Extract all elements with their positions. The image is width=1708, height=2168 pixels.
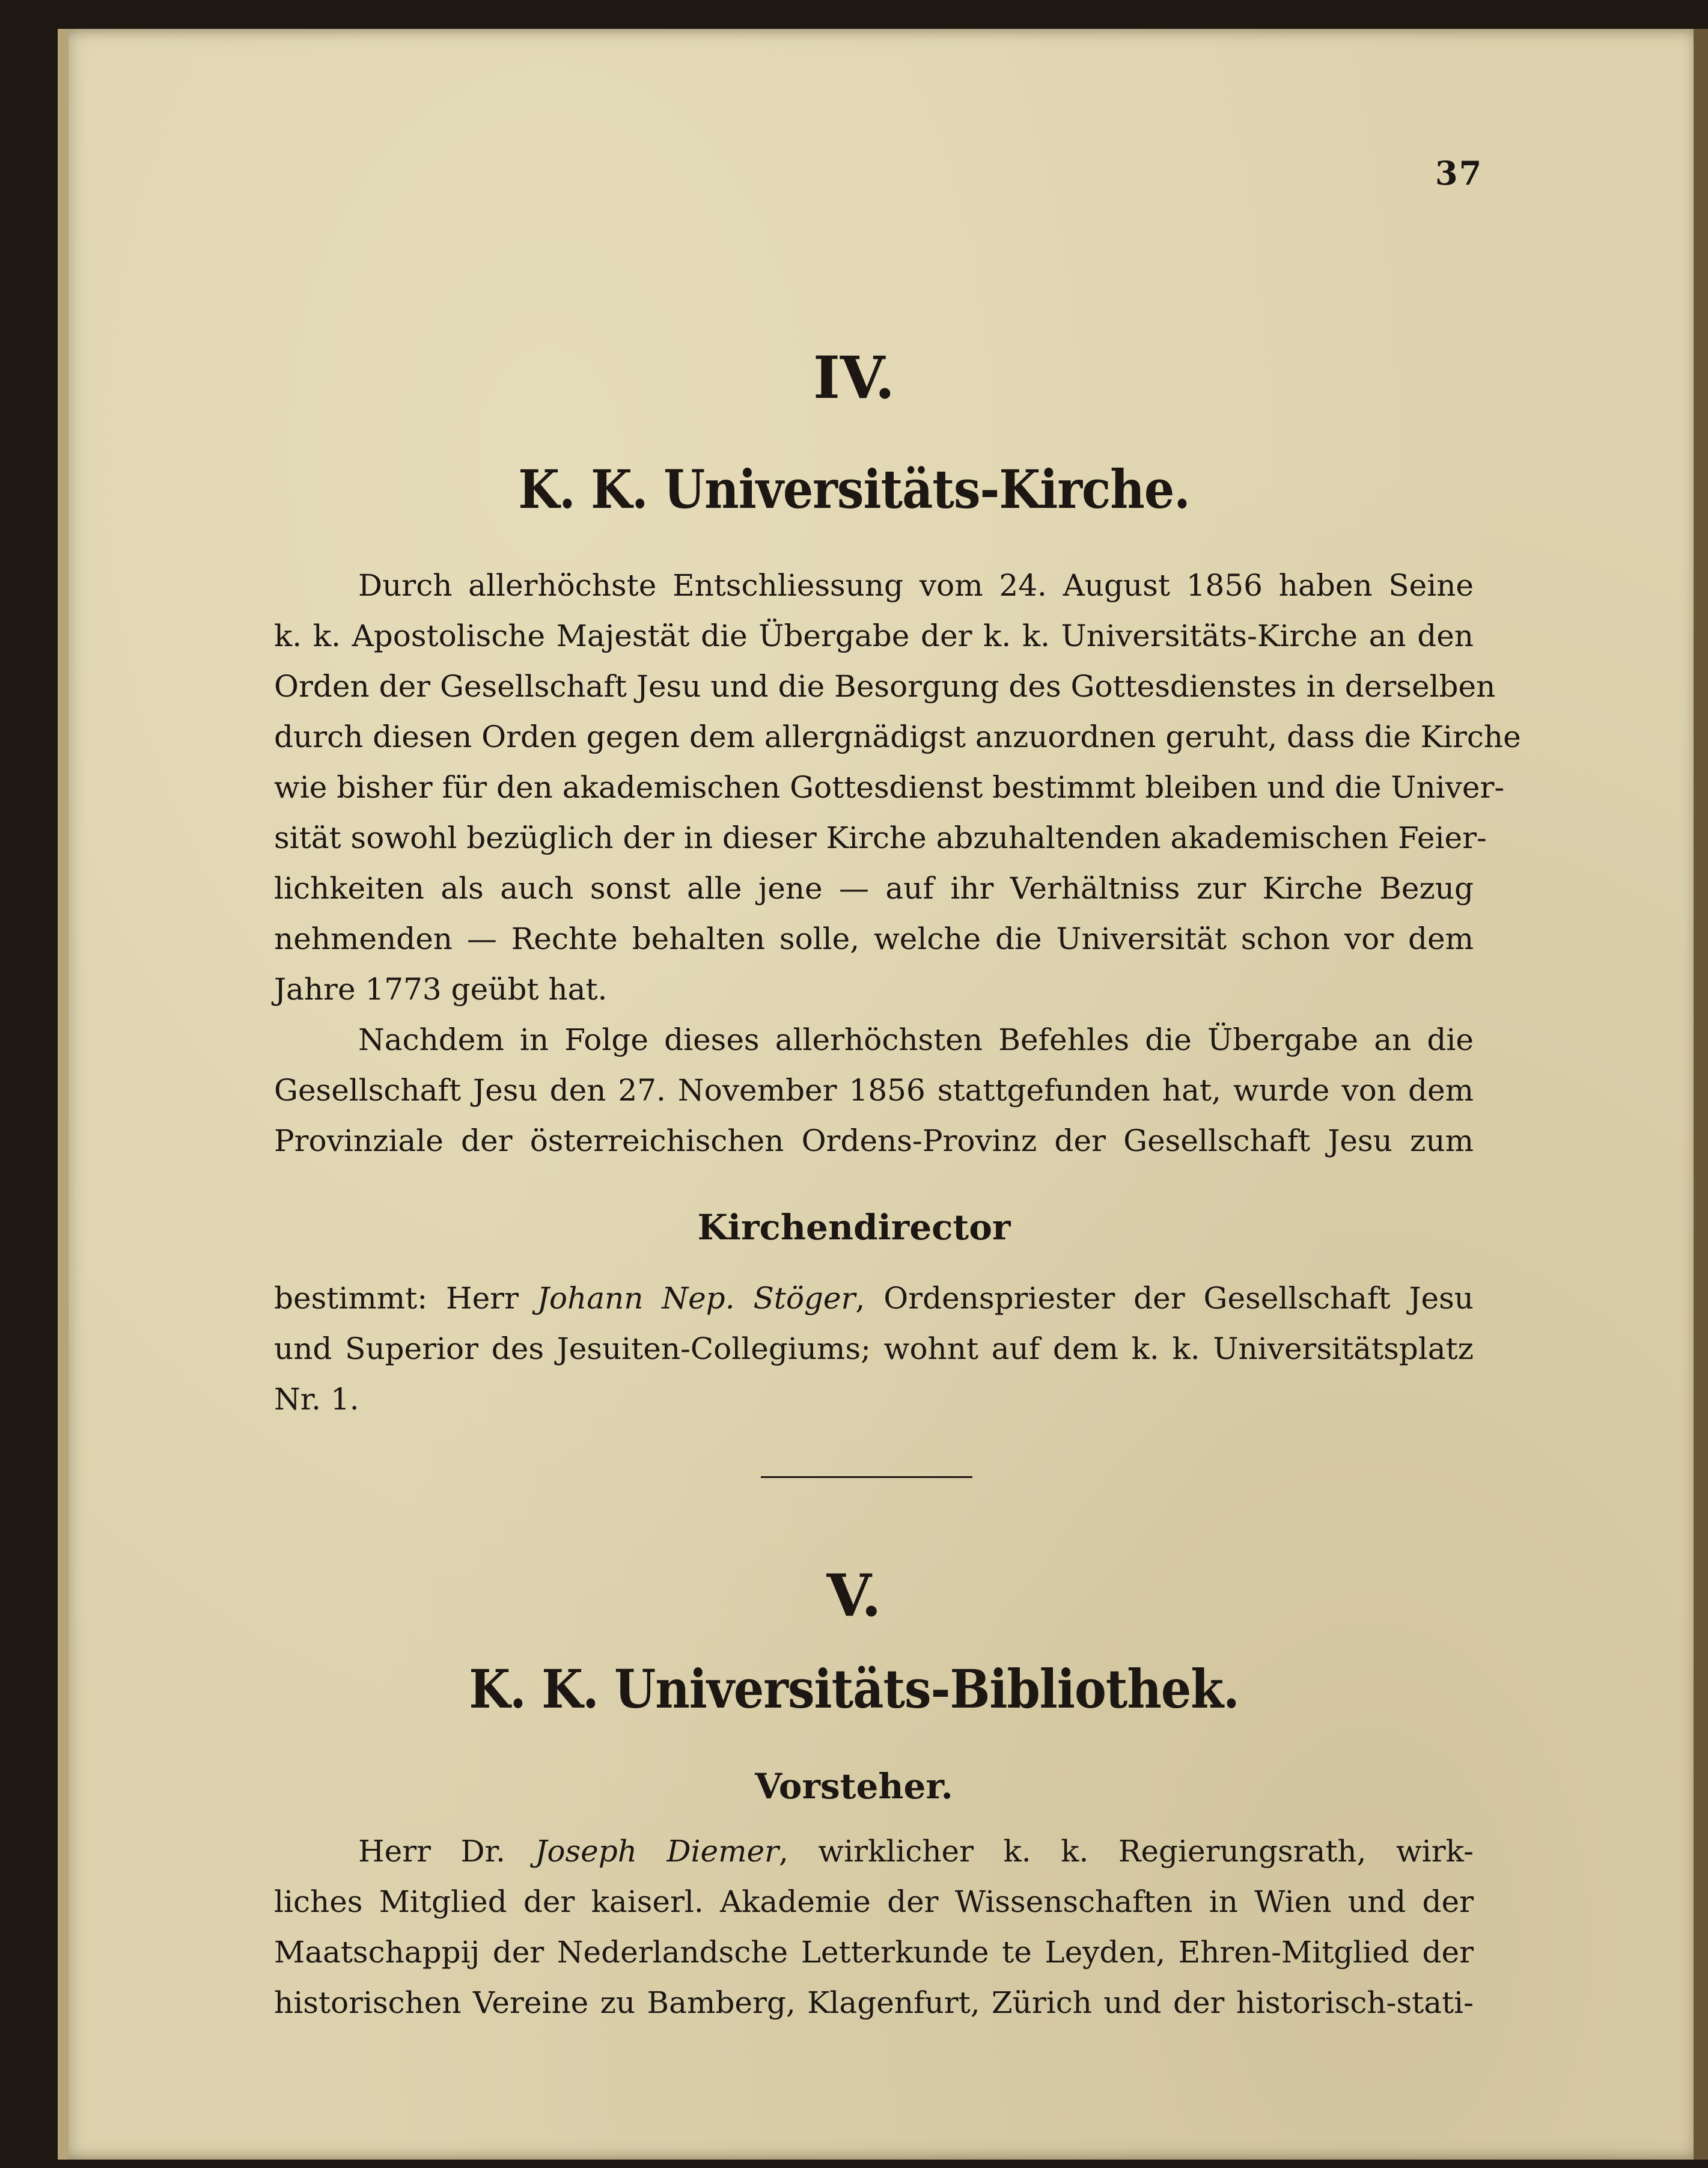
paragraph-line: Durch allerhöchste Entschliessung vom 24. August 1856 haben Seine xyxy=(358,568,1474,603)
section-numeral-v: V. xyxy=(826,1562,882,1629)
person-name: Johann Nep. Stöger xyxy=(537,1281,856,1316)
text-segment: bestimmt: Herr xyxy=(274,1281,519,1316)
section-title-bibliothek: K. K. Universitäts-Bibliothek. xyxy=(469,1658,1239,1720)
paragraph-line: Nr. 1. xyxy=(274,1382,359,1417)
paragraph-line: wie bisher für den akademischen Gottesdienst bestimmt bleiben und die Univer- xyxy=(274,770,1505,805)
paragraph-line: durch diesen Orden gegen dem allergnädigst anzuordnen geruht, dass die Kirche xyxy=(274,719,1521,754)
person-name: Joseph Diemer xyxy=(535,1834,779,1869)
section-divider xyxy=(761,1476,972,1478)
paragraph-line: Provinziale der österreichischen Ordens-Provinz der Gesellschaft Jesu zum xyxy=(274,1123,1474,1158)
subheading-kirchendirector: Kirchendirector xyxy=(697,1207,1011,1248)
paragraph-line: und Superior des Jesuiten-Collegiums; wohnt auf dem k. k. Universitätsplatz xyxy=(274,1331,1474,1366)
page-number: 37 xyxy=(1435,154,1483,192)
text-segment: , wirklicher k. k. Regierungsrath, wirk- xyxy=(779,1834,1474,1869)
paragraph-line: Gesellschaft Jesu den 27. November 1856 stattgefunden hat, wurde von dem xyxy=(274,1073,1474,1108)
paragraph-line: k. k. Apostolische Majestät die Übergabe der k. k. Universitäts-Kirche an den xyxy=(274,618,1474,653)
text-segment: , Ordenspriester der Gesellschaft Jesu xyxy=(855,1281,1474,1316)
paragraph-line: nehmenden — Rechte behalten solle, welche die Universität schon vor dem xyxy=(274,921,1474,956)
paragraph-line xyxy=(358,1833,1474,1869)
paragraph-line: historischen Vereine zu Bamberg, Klagenfurt, Zürich und der historisch-stati- xyxy=(274,1985,1474,2020)
paragraph-line: sität sowohl bezüglich der in dieser Kirche abzuhaltenden akademischen Feier- xyxy=(274,820,1487,855)
paragraph-line xyxy=(274,1280,1474,1316)
subheading-vorsteher: Vorsteher. xyxy=(755,1766,953,1807)
text-segment: Herr Dr. xyxy=(358,1834,505,1869)
paragraph-line: Jahre 1773 geübt hat. xyxy=(274,972,608,1007)
paragraph-line: Maatschappij der Nederlandsche Letterkunde te Leyden, Ehren-Mitglied der xyxy=(274,1935,1474,1970)
section-title-kirche: K. K. Universitäts-Kirche. xyxy=(518,458,1190,521)
paragraph-line: liches Mitglied der kaiserl. Akademie der Wissenschaften in Wien und der xyxy=(274,1884,1474,1919)
paragraph-line: Orden der Gesellschaft Jesu und die Besorgung des Gottesdienstes in derselben xyxy=(274,669,1496,704)
paragraph-line: lichkeiten als auch sonst alle jene — auf ihr Verhältniss zur Kirche Bezug xyxy=(274,871,1474,906)
paragraph-line: Nachdem in Folge dieses allerhöchsten Befehles die Übergabe an die xyxy=(358,1022,1474,1057)
section-numeral-iv: IV. xyxy=(813,344,895,412)
